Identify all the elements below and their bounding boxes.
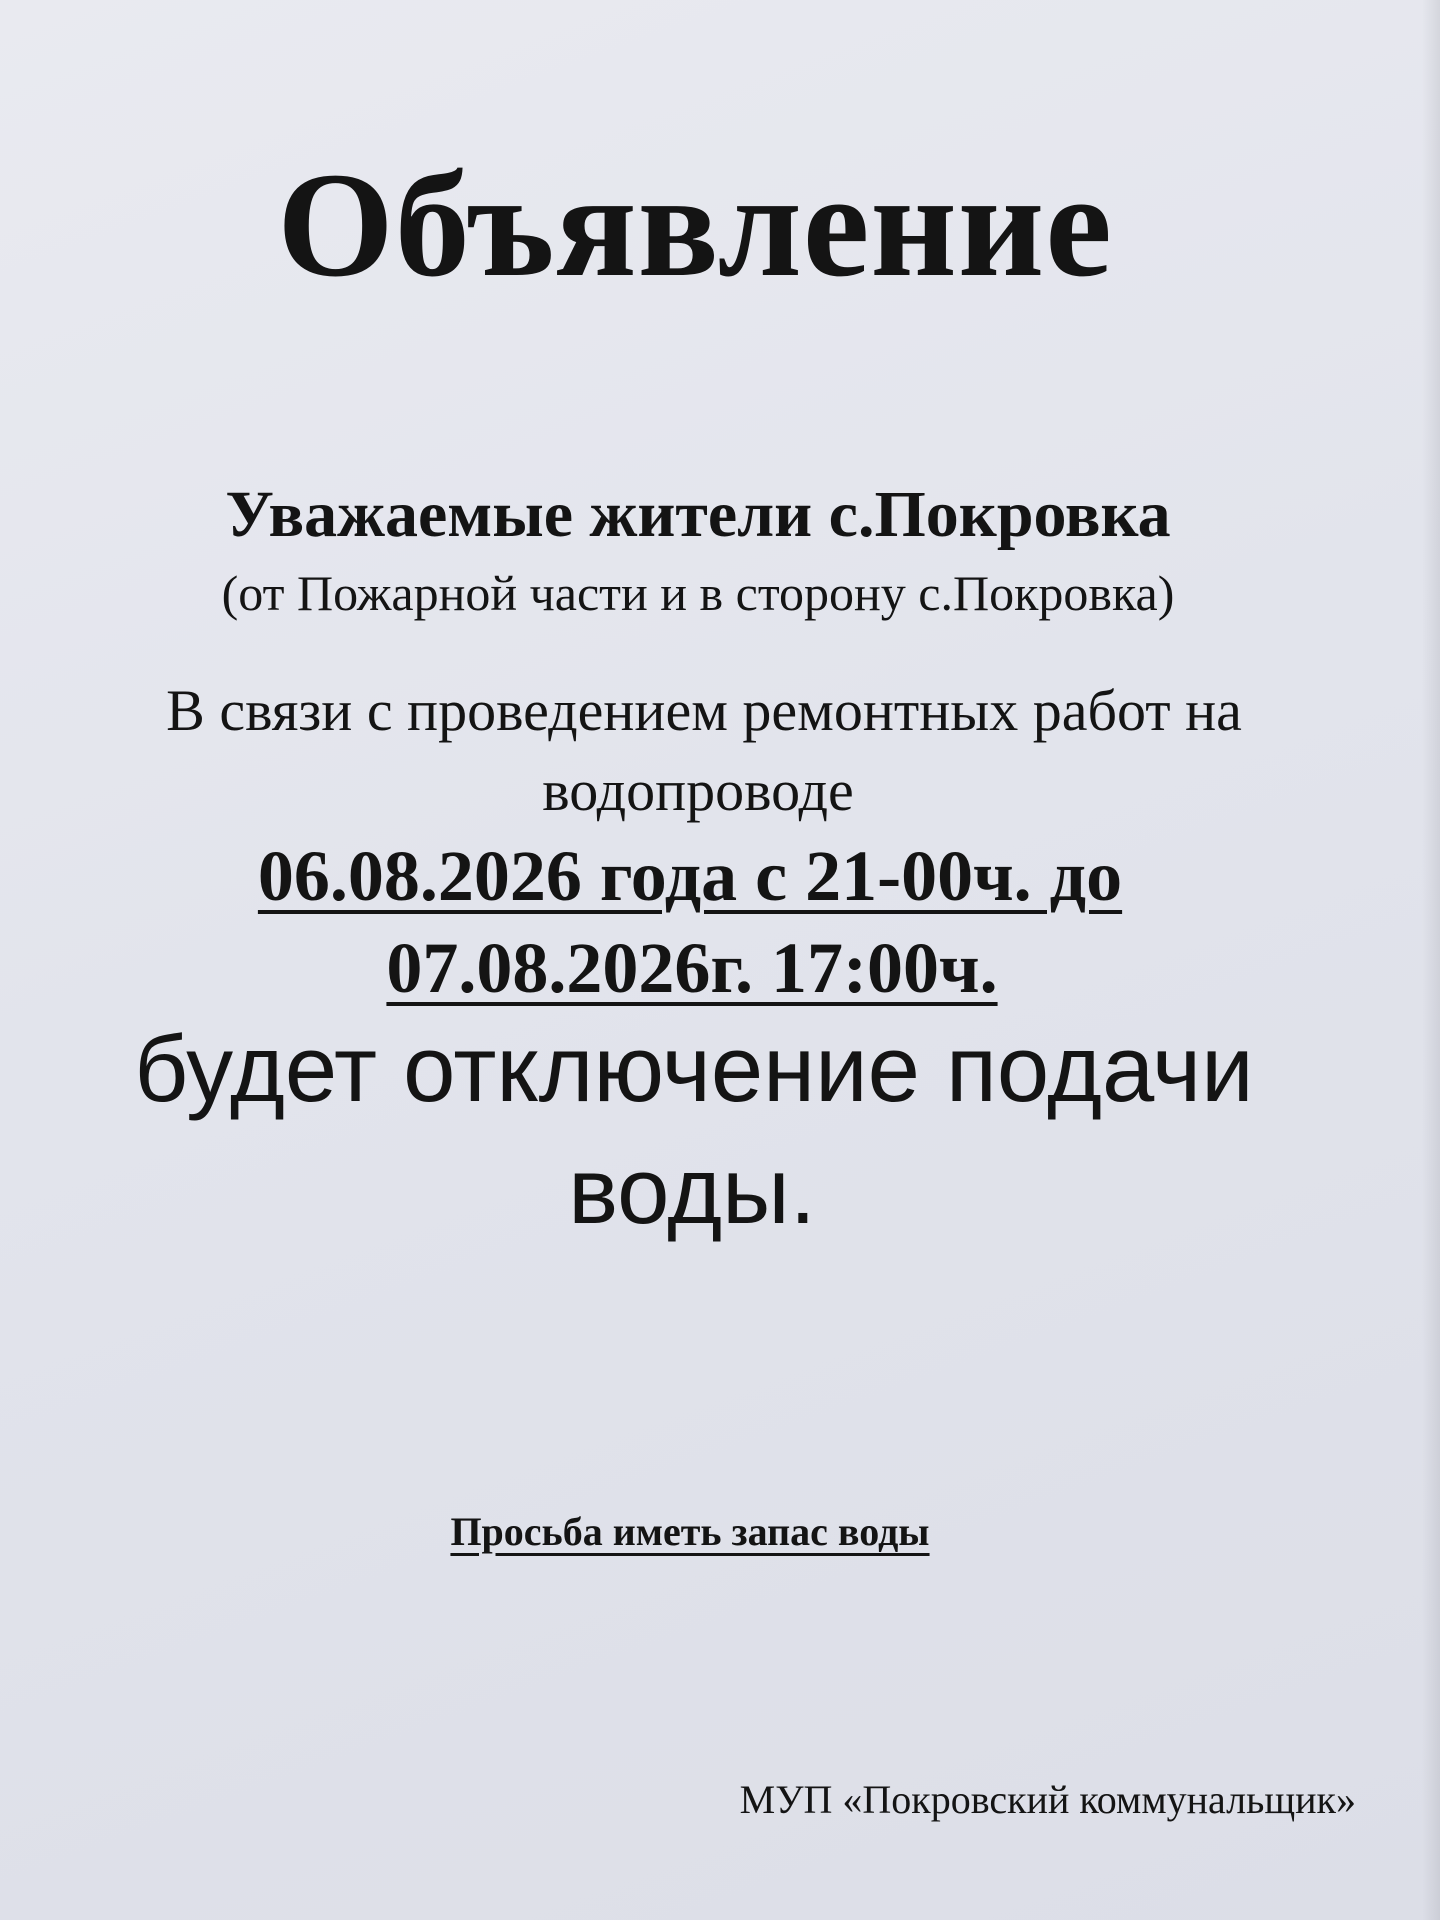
greeting-line: Уважаемые жители с.Покровка (225, 478, 1171, 551)
notice-title: Объявление (277, 142, 1113, 308)
reason-line-1: В связи с проведением ремонтных работ на (166, 678, 1242, 743)
outage-line-1: будет отключение подачи (134, 1016, 1254, 1121)
reason-line-2: водопроводе (542, 758, 854, 823)
water-supply-request-text: Просьба иметь запас воды (450, 1509, 930, 1554)
area-line: (от Пожарной части и в сторону с.Покровка) (221, 565, 1175, 621)
paper-edge-shadow (1422, 0, 1440, 1920)
water-supply-request (0, 1509, 1410, 1554)
outage-end-date-text: 07.08.2026г. 17:00ч. (386, 928, 998, 1008)
outage-start-date-text: 06.08.2026 года с 21-00ч. до (257, 836, 1123, 916)
signature-organization: МУП «Покровский коммунальщик» (739, 1777, 1356, 1822)
outage-line-2: воды. (568, 1138, 816, 1243)
outage-end-date (0, 928, 1412, 1008)
outage-start-date (0, 836, 1410, 916)
